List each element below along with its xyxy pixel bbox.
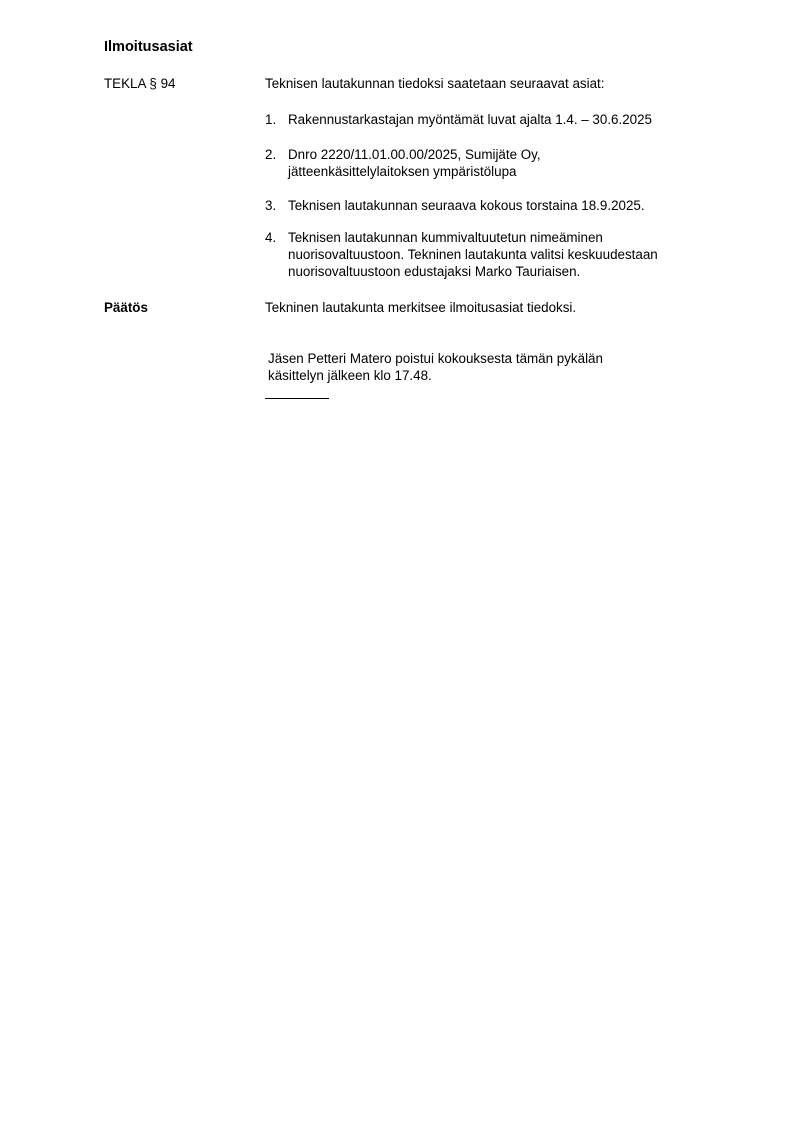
- end-divider: [265, 398, 329, 399]
- page-title: Ilmoitusasiat: [104, 39, 193, 55]
- list-item-line: Rakennustarkastajan myöntämät luvat ajalta 1.4. – 30.6.2025: [288, 112, 653, 127]
- decision-label: Päätös: [104, 300, 148, 315]
- section-label: TEKLA § 94: [104, 76, 176, 91]
- list-item-line: Teknisen lautakunnan seuraava kokous torstaina 18.9.2025.: [288, 198, 645, 213]
- list-item-line: jätteenkäsittelylaitoksen ympäristölupa: [288, 164, 517, 179]
- list-item: [265, 229, 715, 280]
- list-item: [265, 197, 715, 214]
- list-item-text: [288, 229, 715, 280]
- list-item-number: 3.: [265, 198, 277, 213]
- list-item-line: Dnro 2220/11.01.00.00/2025, Sumijäte Oy,: [288, 147, 541, 162]
- list-item: [265, 146, 715, 180]
- decision-text: Tekninen lautakunta merkitsee ilmoitusasiat tiedoksi.: [265, 300, 577, 315]
- list-item-number: 4.: [265, 230, 277, 245]
- list-item-text: [288, 111, 715, 128]
- list-item-line: Teknisen lautakunnan kummivaltuutetun nimeäminen: [288, 230, 603, 245]
- list-item-number: 1.: [265, 112, 277, 127]
- list-item-line: nuorisovaltuustoon. Tekninen lautakunta valitsi keskuudestaan: [288, 247, 658, 262]
- list-item-text: [288, 146, 715, 180]
- meeting-note-line: käsittelyn jälkeen klo 17.48.: [268, 368, 432, 383]
- list-item-line: nuorisovaltuustoon edustajaksi Marko Tauriaisen.: [288, 264, 581, 279]
- list-item-text: [288, 197, 715, 214]
- meeting-note-line: Jäsen Petteri Matero poistui kokouksesta tämän pykälän: [268, 351, 603, 366]
- list-item: [265, 111, 715, 128]
- section-intro: Teknisen lautakunnan tiedoksi saatetaan seuraavat asiat:: [265, 76, 605, 91]
- list-item-number: 2.: [265, 147, 277, 162]
- meeting-note: [268, 350, 698, 384]
